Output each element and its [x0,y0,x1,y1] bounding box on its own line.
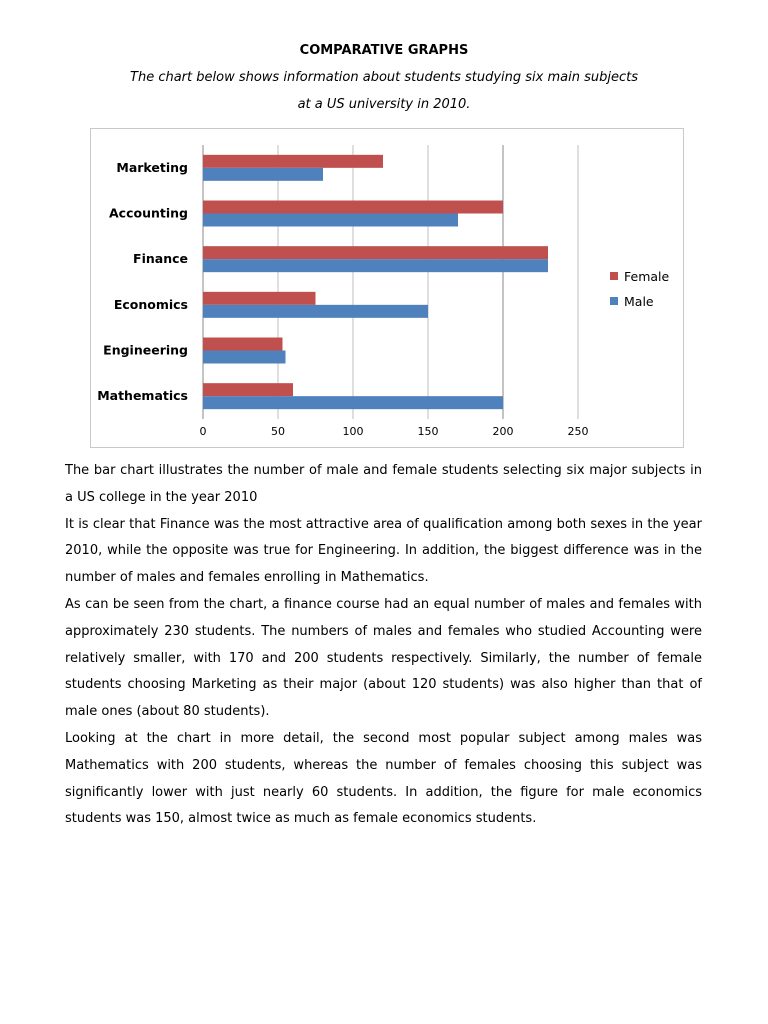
paragraph-3: As can be seen from the chart, a finance course had an equal number of males and females with approximately 230 students. The numbers of males and females who studied Accounting were relatively smaller, with 170 and 200 students respectively. Similarly, the number of female students choosing Marketing as their major (about 120 students) was also higher than that of male ones (about 80 students). [65,596,702,720]
bar-female-marketing [203,155,383,168]
x-tick-label: 200 [492,425,514,438]
category-label: Mathematics [97,388,188,404]
legend-label-male: Male [624,294,654,309]
document-subtitle-line-2: at a US university in 2010. [297,97,471,112]
legend-label-female: Female [624,269,670,284]
document-subtitle-line-1: The chart below shows information about students studying six main subjects [130,70,638,85]
body-text [65,458,702,833]
bar-male-engineering [203,351,286,364]
bar-male-mathematics [203,396,503,409]
legend-swatch-female [610,272,618,280]
x-tick-label: 50 [271,425,285,438]
x-tick-label: 250 [567,425,589,438]
category-label: Marketing [116,159,188,175]
bar-male-marketing [203,168,323,181]
bar-male-finance [203,259,548,272]
x-tick-label: 100 [342,425,364,438]
bar-female-accounting [203,201,503,214]
bar-male-accounting [203,214,458,227]
paragraph-4: Looking at the chart in more detail, the second most popular subject among males was Mathematics with 200 students, whereas the number of females choosing this subject was significantly lower with just nearly 60 students. In addition, the figure for male economics students was 150, almost twice as much as female economics students. [65,730,702,827]
paragraph-1: The bar chart illustrates the number of male and female students selecting six major subjects in a US college in the year 2010 [65,463,702,505]
category-label: Accounting [109,205,188,221]
bar-female-finance [203,246,548,259]
bar-chart [90,128,684,448]
bar-chart-svg [91,129,685,449]
bar-female-mathematics [203,383,293,396]
bar-male-economics [203,305,428,318]
bar-female-economics [203,292,316,305]
category-label: Engineering [103,342,188,358]
legend-swatch-male [610,297,618,305]
category-label: Finance [133,251,188,267]
document-title: COMPARATIVE GRAPHS [299,43,469,58]
x-tick-label: 150 [417,425,439,438]
paragraph-2: It is clear that Finance was the most attractive area of qualification among both sexes in the year 2010, while the opposite was true for Engineering. In addition, the biggest difference was in the number of males and females enrolling in Mathematics. [65,516,702,586]
x-tick-label: 0 [199,425,207,438]
bar-female-engineering [203,338,283,351]
category-label: Economics [113,296,188,312]
